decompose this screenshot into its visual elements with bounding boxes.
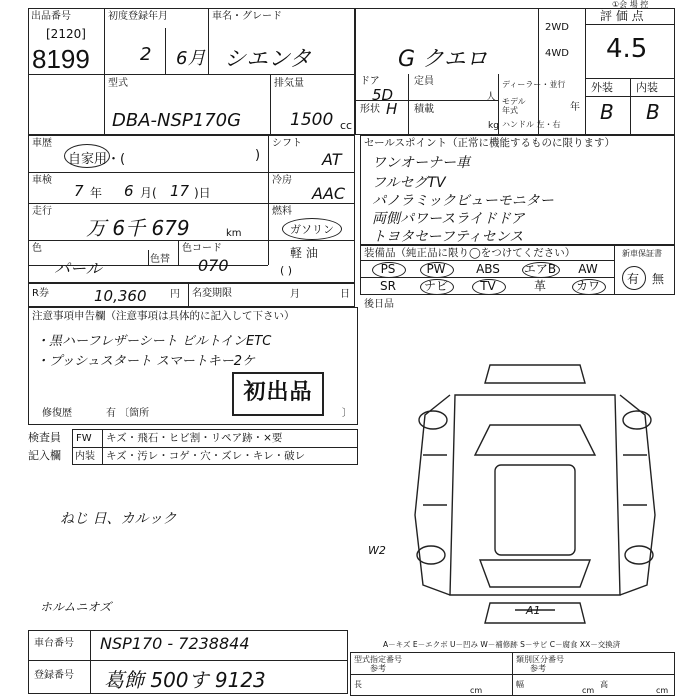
length-unit: cm — [470, 686, 483, 695]
width-label: 幅 — [516, 680, 524, 689]
right-rear-wheel — [625, 546, 653, 564]
handwritten-note-1: ねじ 日、カルック — [60, 511, 177, 527]
car-top-front-outline — [485, 365, 585, 383]
diagram-mark-w2: W2 — [368, 544, 386, 557]
model-label: 型式 — [108, 78, 128, 89]
equip-kawa: カワ — [575, 279, 600, 293]
ac-value: AAC — [312, 184, 346, 203]
fw-label: FW — [76, 433, 92, 444]
fixed-number-label: 型式指定番号 — [354, 655, 402, 664]
car-name: シエンタ — [224, 47, 312, 72]
interior-items: キズ・汚レ・コゲ・穴・ズレ・キレ・破レ — [106, 450, 306, 462]
repair-label: 修復歴 — [42, 408, 72, 419]
dealer-label: ディーラー・並行 — [502, 80, 566, 89]
year-unit: 年 — [570, 102, 580, 113]
fw-items: キズ・飛石・ヒビ割・リペア跡・×要 — [106, 432, 283, 444]
shift-value: AT — [322, 150, 342, 169]
equip-airbag-circle — [522, 262, 560, 278]
equip-navi-circle — [420, 279, 454, 295]
month-char: 月( — [140, 186, 157, 200]
inspection-day: 17 — [170, 182, 190, 200]
ac-label: 冷房 — [272, 175, 292, 186]
displacement-label: 排気量 — [274, 78, 304, 89]
left-rear-wheel — [417, 546, 445, 564]
equip-ps-circle — [372, 262, 406, 278]
equip-pw: PW — [426, 262, 446, 276]
shift-label: シフト — [272, 138, 302, 149]
reg-month-unit: 月 — [290, 289, 300, 300]
sales-point-5: トヨタセーフティセンス — [372, 229, 524, 245]
equip-leather: 革 — [533, 279, 546, 293]
lot-label: 出品番号 — [31, 11, 71, 22]
warranty-yes: 有 — [627, 272, 640, 286]
equip-sr: SR — [380, 279, 396, 293]
remark-line-2: ・プッシュスタート スマートキー2ケ — [36, 354, 255, 369]
class-ref: 参考 — [530, 664, 546, 673]
reg-day-unit: 日 — [340, 289, 350, 300]
fuel-label: 燃料 — [272, 206, 292, 217]
diagram-mark-a1: A1 — [526, 604, 541, 617]
sales-point-2: フルセグTV — [372, 175, 446, 191]
mileage-value: 万 6千 679 — [86, 216, 190, 240]
ext-value: B — [600, 100, 614, 124]
shape-label: 形状 — [360, 104, 380, 115]
displacement-value: 1500 — [290, 110, 334, 130]
equip-airbag: エアB — [523, 262, 557, 276]
color-code-label: 色コード — [182, 243, 222, 254]
equip-tv: TV — [480, 279, 496, 293]
top-right-grid — [355, 8, 675, 135]
recycle-value: 10,360 — [94, 287, 147, 305]
sales-points-title: セールスポイント（正常に機能するものに限ります） — [364, 137, 616, 149]
right-door-lines — [623, 455, 647, 505]
yen-unit: 円 — [170, 289, 180, 300]
displacement-unit: cc — [340, 119, 353, 132]
capacity-label: 定員 — [414, 76, 434, 87]
width-unit: cm — [582, 686, 595, 695]
equip-tv-circle — [472, 279, 506, 295]
chassis-label: 車台番号 — [34, 638, 74, 649]
equip-navi: ナビ — [423, 279, 448, 293]
repair-value: 有 〔箇所 — [106, 408, 150, 419]
diagram-legend: A－キズ E－エクボ U－凹み W－補修跡 S－サビ C－腐食 XX－交換済 — [383, 640, 621, 649]
roof-outline — [495, 465, 575, 555]
year-char: 年 — [90, 186, 103, 200]
mileage-label: 走行 — [32, 206, 52, 217]
sales-point-4: 両側パワースライドドア — [372, 211, 525, 227]
first-reg-month: 6月 — [176, 48, 206, 69]
inspection-month: 6 — [124, 182, 134, 200]
fixed-ref: 参考 — [370, 664, 386, 673]
int-value: B — [646, 100, 660, 124]
fuel-paren: ( ) — [280, 264, 293, 277]
left-door-lines — [423, 455, 447, 505]
color-change-label: 色替 — [150, 254, 170, 265]
reg-number-value: 葛飾 500す 9123 — [104, 668, 266, 692]
equip-pw-circle — [420, 262, 454, 278]
warranty-no: 無 — [652, 272, 665, 286]
height-label: 高 — [600, 680, 608, 689]
inspector-label-2: 記入欄 — [28, 449, 61, 462]
sales-point-3: パノラミックビューモニター — [372, 193, 554, 209]
car-damage-diagram — [395, 355, 675, 635]
car-name-label: 車名・グレード — [212, 11, 282, 22]
fuel-diesel: 軽 油 — [290, 246, 318, 260]
color-label: 色 — [32, 243, 42, 254]
first-reg-year: 2 — [140, 44, 152, 65]
right-front-wheel — [623, 411, 651, 429]
class-number-label: 類別区分番号 — [516, 655, 564, 664]
handwritten-note-2: ホルムニオズ — [40, 600, 112, 614]
grade: G クエロ — [398, 47, 488, 72]
door-value: 5D — [372, 86, 394, 104]
score-label: 評 価 点 — [600, 9, 644, 23]
door-label: ドア — [360, 76, 380, 87]
history-value: 自家用・( — [68, 152, 126, 167]
int-label: 内装 — [636, 81, 658, 94]
top-note: ①会 場 控 — [612, 0, 649, 9]
equipment-title: 装備品（純正品に限り◯をつけてください） — [364, 247, 576, 259]
load-label: 積載 — [414, 104, 434, 115]
windshield-outline — [475, 425, 595, 455]
warranty-label: 新車保証書 — [622, 249, 662, 258]
sales-point-1: ワンオーナー車 — [372, 155, 470, 171]
length-label: 長 — [354, 680, 362, 689]
first-reg-label: 初度登録年月 — [108, 11, 168, 22]
lot-sub: [2120] — [46, 27, 86, 41]
drive-4wd: 4WD — [545, 48, 569, 59]
history-label: 車歴 — [32, 138, 52, 149]
handle-label: ハンドル 左・右 — [502, 120, 561, 129]
day-char: )日 — [194, 186, 211, 200]
history-close: ) — [255, 148, 261, 163]
score-value: 4.5 — [606, 34, 648, 64]
mileage-unit: km — [226, 228, 242, 239]
after-items-label: 後日品 — [364, 299, 394, 310]
equip-ps: PS — [380, 262, 396, 276]
first-listing-stamp: 初出品 — [232, 372, 324, 416]
shape-value: H — [386, 100, 398, 118]
inspection-label: 車検 — [32, 175, 52, 186]
inspector-label-1: 検査員 — [28, 431, 61, 444]
reg-expiry-label: 名変期限 — [192, 288, 232, 299]
recycle-label: R券 — [32, 288, 49, 299]
rear-window-outline — [480, 560, 590, 587]
remark-line-1: ・黒ハーフレザーシート ビルトインETC — [36, 334, 272, 349]
height-unit: cm — [656, 686, 669, 695]
model-value: DBA-NSP170G — [112, 110, 242, 131]
ext-label: 外装 — [591, 81, 613, 94]
model-year-label: モデル年式 — [502, 97, 526, 115]
reg-number-label: 登録番号 — [34, 670, 74, 681]
equip-abs: ABS — [476, 262, 500, 276]
remarks-title: 注意事項申告欄（注意事項は具体的に記入して下さい） — [32, 310, 295, 322]
interior-label: 内装 — [75, 451, 95, 462]
inspection-year: 7 — [74, 182, 84, 200]
fuel-gas: ガソリン — [290, 223, 334, 236]
chassis-value: NSP170 - 7238844 — [100, 634, 250, 653]
capacity-unit: 人 — [486, 92, 496, 103]
drive-2wd: 2WD — [545, 22, 569, 33]
color-code-value: 070 — [198, 256, 229, 275]
equip-kawa-circle — [572, 279, 606, 295]
load-unit: kg — [488, 121, 499, 131]
equip-aw: AW — [578, 262, 598, 276]
lot-number: 8199 — [32, 44, 90, 74]
repair-close: 〕 — [342, 408, 352, 419]
left-front-wheel — [419, 411, 447, 429]
color-value: パール — [54, 259, 102, 278]
